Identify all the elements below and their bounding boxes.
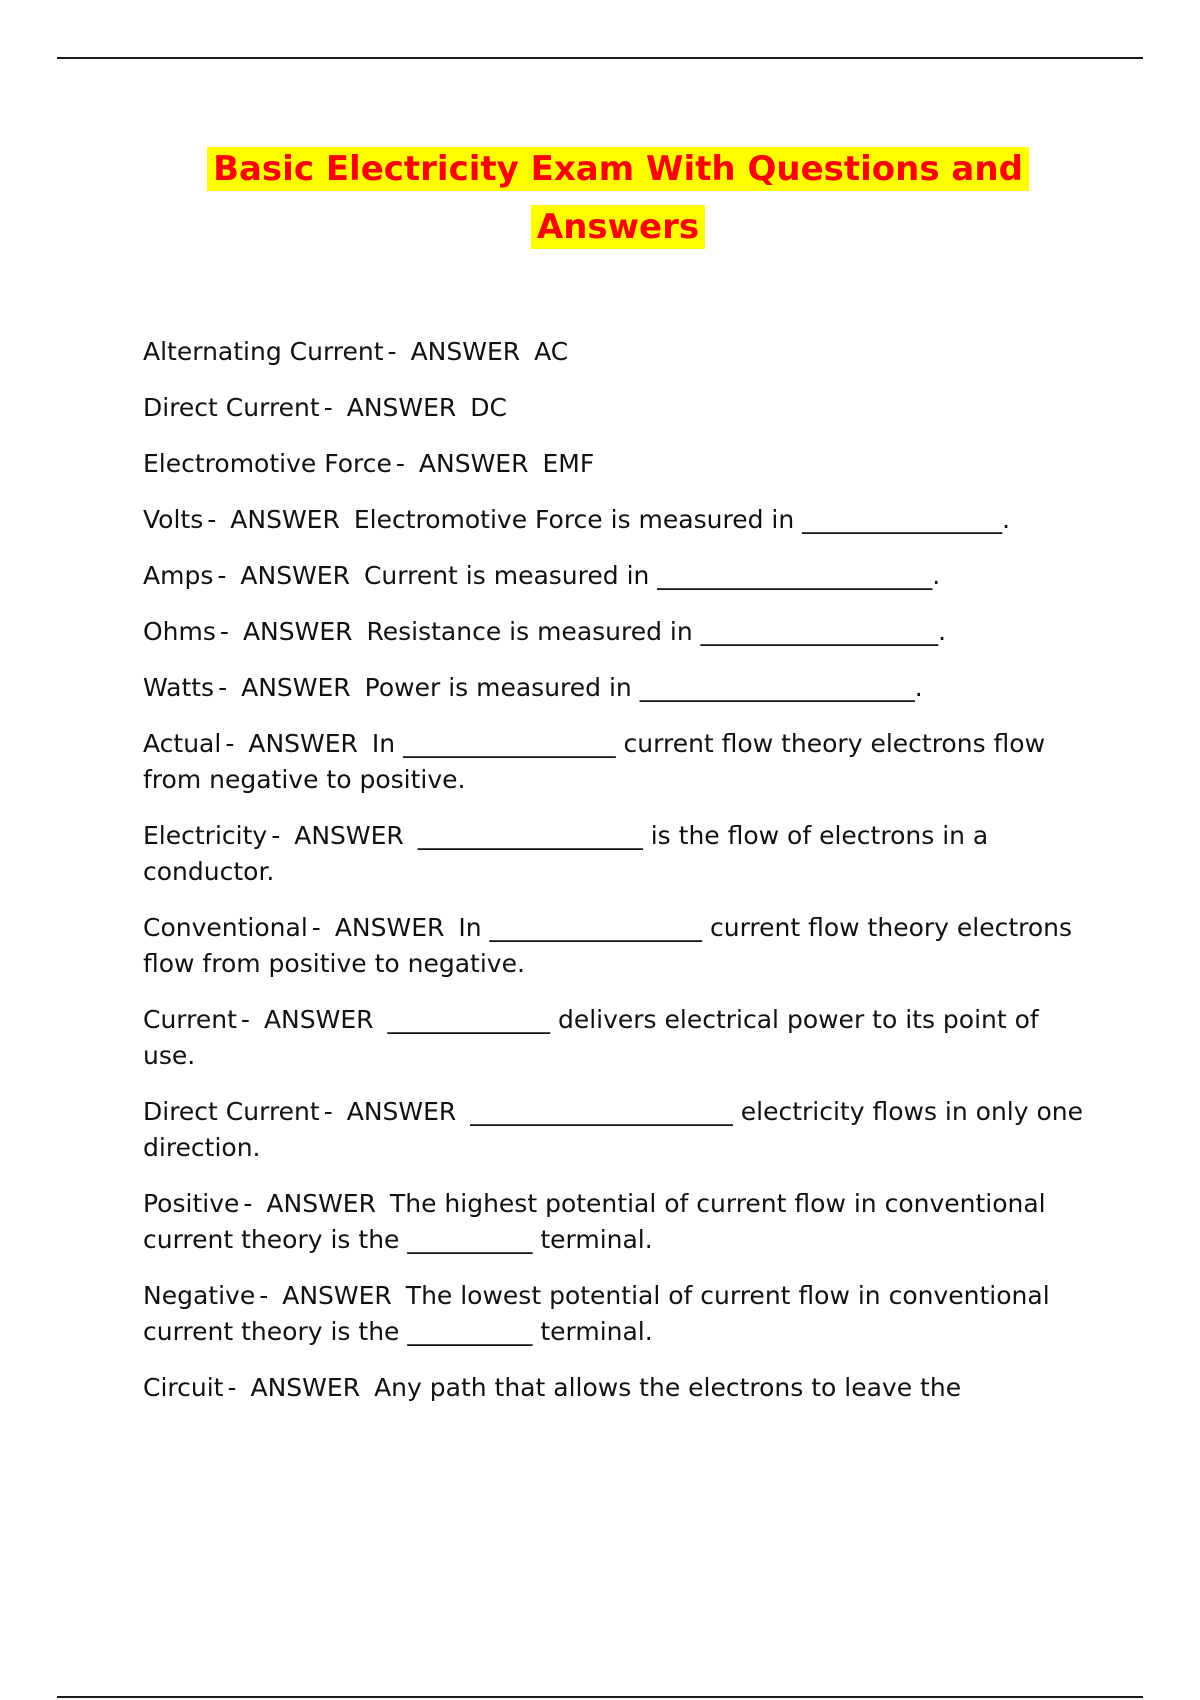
qa-separator: - [387, 337, 397, 366]
qa-term: Direct Current [143, 1097, 320, 1126]
qa-item [143, 334, 1083, 370]
top-rule [57, 57, 1143, 59]
qa-item [143, 1278, 1083, 1350]
qa-term: Electricity [143, 821, 268, 850]
qa-term: Alternating Current [143, 337, 384, 366]
qa-term: Negative [143, 1281, 256, 1310]
answer-tag: ANSWER [250, 1373, 361, 1402]
qa-separator: - [395, 449, 405, 478]
qa-item [143, 1370, 1083, 1406]
qa-term: Electromotive Force [143, 449, 392, 478]
answer-tag: ANSWER [346, 393, 457, 422]
qa-item [143, 390, 1083, 426]
answer-tag: ANSWER [294, 821, 404, 850]
qa-item [143, 558, 1083, 594]
qa-term: Watts [143, 673, 215, 702]
qa-item [143, 614, 1083, 650]
qa-item [143, 910, 1083, 982]
qa-term: Circuit [143, 1373, 224, 1402]
qa-term: Current [143, 1005, 237, 1034]
qa-separator: - [218, 673, 228, 702]
qa-separator: - [219, 617, 229, 646]
document-title-text: Basic Electricity Exam With Questions and Answers [207, 147, 1029, 249]
qa-item [143, 1094, 1083, 1166]
qa-item [143, 1002, 1083, 1074]
qa-answer-text: In _________________ current flow theory electrons flow from negative to positive. [143, 729, 1046, 794]
qa-separator: - [323, 393, 333, 422]
qa-separator: - [217, 561, 227, 590]
qa-item [143, 726, 1083, 798]
qa-term: Volts [143, 505, 204, 534]
answer-tag: ANSWER [240, 561, 350, 590]
document-title [150, 140, 1086, 256]
qa-answer-text: Current is measured in ______________________. [363, 561, 941, 590]
answer-tag: ANSWER [418, 449, 529, 478]
answer-tag: ANSWER [266, 1189, 376, 1218]
answer-tag: ANSWER [241, 673, 351, 702]
qa-answer-text: Electromotive Force is measured in ________________. [353, 505, 1011, 534]
qa-answer-text: EMF [542, 449, 595, 478]
qa-separator: - [225, 729, 235, 758]
qa-item [143, 502, 1083, 538]
answer-tag: ANSWER [346, 1097, 457, 1126]
qa-item [143, 670, 1083, 706]
qa-answer-text: _____________ delivers electrical power to its point of use. [143, 1005, 1039, 1070]
answer-tag: ANSWER [263, 1005, 374, 1034]
qa-term: Amps [143, 561, 214, 590]
qa-term: Ohms [143, 617, 216, 646]
qa-separator: - [243, 1189, 253, 1218]
answer-tag: ANSWER [230, 505, 340, 534]
answer-tag: ANSWER [248, 729, 358, 758]
qa-item [143, 1186, 1083, 1258]
answer-tag: ANSWER [410, 337, 521, 366]
qa-item [143, 446, 1083, 482]
qa-answer-text: DC [470, 393, 508, 422]
qa-separator: - [240, 1005, 250, 1034]
qa-separator: - [207, 505, 217, 534]
bottom-rule [57, 1696, 1143, 1698]
qa-term: Actual [143, 729, 222, 758]
qa-separator: - [227, 1373, 237, 1402]
qa-answer-text: Resistance is measured in ___________________. [366, 617, 947, 646]
qa-separator: - [259, 1281, 269, 1310]
qa-term: Direct Current [143, 393, 320, 422]
answer-tag: ANSWER [334, 913, 445, 942]
answer-tag: ANSWER [242, 617, 353, 646]
qa-separator: - [323, 1097, 333, 1126]
qa-answer-text: Any path that allows the electrons to leave the [374, 1373, 962, 1402]
qa-answer-text: The lowest potential of current flow in conventional current theory is the __________ terminal. [143, 1281, 1050, 1346]
qa-term: Positive [143, 1189, 240, 1218]
qa-answer-text: Power is measured in ______________________. [364, 673, 923, 702]
qa-separator: - [311, 913, 321, 942]
qa-answer-text: AC [534, 337, 569, 366]
qa-term: Conventional [143, 913, 308, 942]
qa-answer-text: _____________________ electricity flows in only one direction. [143, 1097, 1084, 1162]
answer-tag: ANSWER [282, 1281, 392, 1310]
qa-answer-text: In _________________ current flow theory electrons flow from positive to negative. [143, 913, 1073, 978]
qa-separator: - [271, 821, 281, 850]
qa-list [143, 334, 1083, 1426]
qa-answer-text: The highest potential of current flow in conventional current theory is the __________ terminal. [143, 1189, 1046, 1254]
qa-item [143, 818, 1083, 890]
qa-answer-text: __________________ is the flow of electrons in a conductor. [143, 821, 989, 886]
